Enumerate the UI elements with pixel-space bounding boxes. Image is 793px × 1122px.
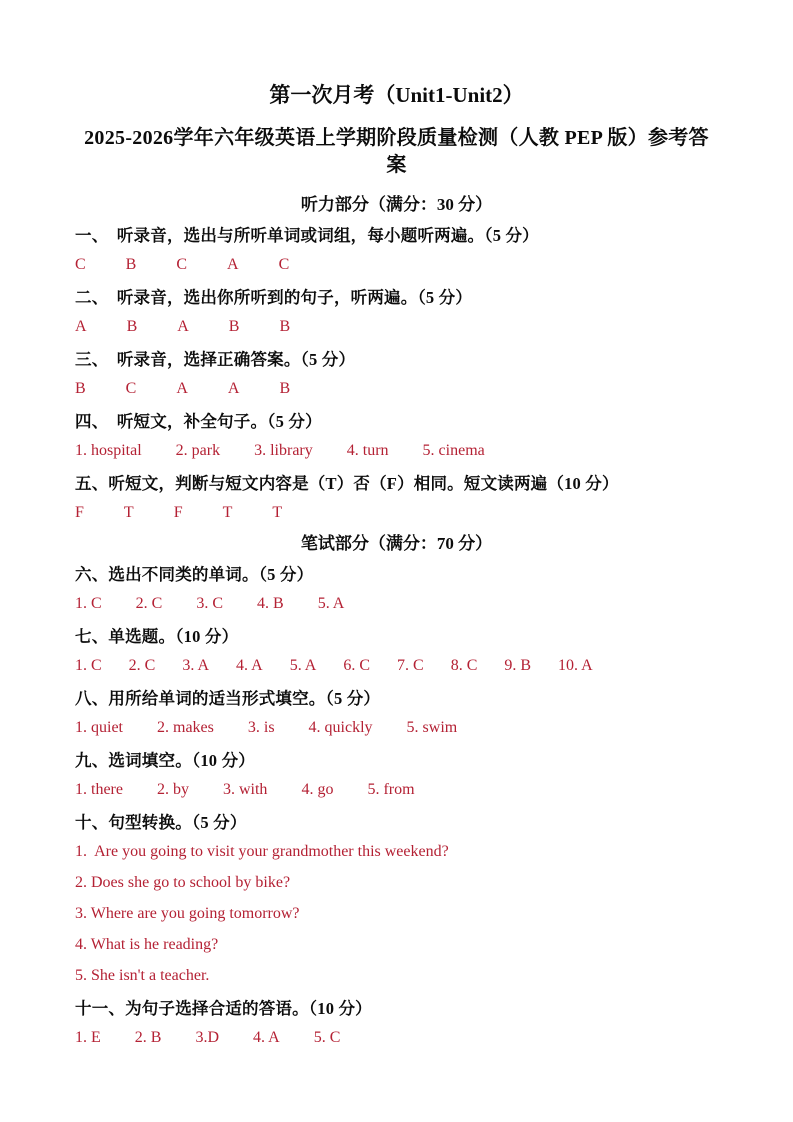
written-q8-heading: 八、用所给单词的适当形式填空。（5 分） [75,688,381,708]
answer-item: A [227,379,240,397]
listening-part-header: 听力部分（满分：30 分） [300,195,493,214]
answer-item: C [75,255,86,273]
written-q11-heading: 十一、为句子选择合适的答语。（10 分） [75,998,372,1018]
answer-item: 3. A [182,656,210,674]
answer-item: 4. quickly [308,718,373,736]
answer-item: 9. B [504,656,532,674]
written-q10-answers [75,836,718,991]
answer-item: 5. from [367,780,415,798]
listening-q4-heading: 四、 听短文，补全句子。（5 分） [75,411,322,431]
listening-q3-answers [75,373,718,404]
answer-item: 4. A [253,1028,280,1046]
answer-item: T [272,503,283,521]
listening-q2-answers [75,311,718,342]
written-q8-answers [75,712,718,743]
answer-item: 6. C [343,656,371,674]
answer-item: 3. library [254,441,313,459]
answer-item: F [173,503,183,521]
answer-item: 4. B [257,594,284,612]
answer-item: 1. Are you going to visit your grandmother this weekend? [75,842,449,860]
page-subtitle: 2025-2026学年六年级英语上学期阶段质量检测（人教 PEP 版）参考答案 [84,127,709,176]
answer-item: 1. C [75,656,102,674]
answer-item: 2. by [156,780,189,798]
answer-item: B [125,255,137,273]
answer-item: A [75,317,87,335]
written-q11-answers [75,1022,718,1053]
answer-item: 5. A [289,656,317,674]
page-title: 第一次月考（Unit1-Unit2） [269,83,524,107]
listening-q1-heading: 一、 听录音，选出与所听单词或词组，每小题听两遍。（5 分） [75,225,539,245]
answer-item: F [75,503,84,521]
listening-q5-heading: 五、听短文，判断与短文内容是（T）否（F）相同。短文读两遍（10 分） [75,473,619,493]
answer-item: T [123,503,134,521]
listening-q3-heading: 三、 听录音，选择正确答案。（5 分） [75,349,356,369]
answer-item: 2. B [134,1028,162,1046]
listening-q2-heading: 二、 听录音，选出你所听到的句子，听两遍。（5 分） [75,287,473,307]
answer-item: 5. She isn't a teacher. [75,966,210,984]
answer-item: 3. C [196,594,224,612]
answer-item: 3. Where are you going tomorrow? [75,904,300,922]
answer-item: B [228,317,240,335]
written-q10-heading: 十、句型转换。（5 分） [75,812,247,832]
answer-item: 2. C [135,594,163,612]
answer-item: 1. C [75,594,102,612]
written-q9-answers [75,774,718,805]
answer-item: 2. C [128,656,156,674]
listening-q4-answers [75,435,718,466]
answer-item: 1. there [75,780,123,798]
answer-item: C [176,255,188,273]
answer-item: B [279,317,291,335]
answer-item: 4. go [301,780,334,798]
answer-item: T [222,503,233,521]
answer-item: A [176,379,188,397]
written-q7-answers [75,650,718,681]
answer-item: A [177,317,189,335]
written-q6-answers [75,588,718,619]
listening-q5-answers [75,497,718,528]
answer-item: 2. park [175,441,221,459]
answer-item: 5. A [317,594,345,612]
answer-item: 4. A [236,656,263,674]
written-q7-heading: 七、单选题。（10 分） [75,626,239,646]
answer-item: 5. cinema [422,441,485,459]
answer-item: 2. Does she go to school by bike? [75,873,291,891]
answer-item: 10. A [558,656,593,674]
listening-q1-answers [75,249,718,280]
answer-item: 4. turn [346,441,389,459]
answer-item: 1. E [75,1028,101,1046]
answer-item: 3. is [247,718,275,736]
written-q9-heading: 九、选词填空。（10 分） [75,750,255,770]
answer-item: B [75,379,86,397]
answer-item: 2. makes [157,718,214,736]
answer-item: 5. swim [406,718,458,736]
answer-item: 3. with [222,780,268,798]
answer-item: 1. hospital [75,441,142,459]
answer-item: 3.D [195,1028,220,1046]
answer-item: 7. C [397,656,424,674]
answer-item: 8. C [450,656,478,674]
answer-item: 1. quiet [75,718,123,736]
written-q6-heading: 六、选出不同类的单词。（5 分） [75,564,314,584]
written-part-header: 笔试部分（满分：70 分） [300,534,493,553]
answer-item: C [125,379,137,397]
answer-item: A [227,255,239,273]
answer-item: C [278,255,290,273]
answer-item: B [126,317,138,335]
answer-item: 4. What is he reading? [75,935,219,953]
answer-item: 5. C [313,1028,341,1046]
answer-item: B [279,379,291,397]
